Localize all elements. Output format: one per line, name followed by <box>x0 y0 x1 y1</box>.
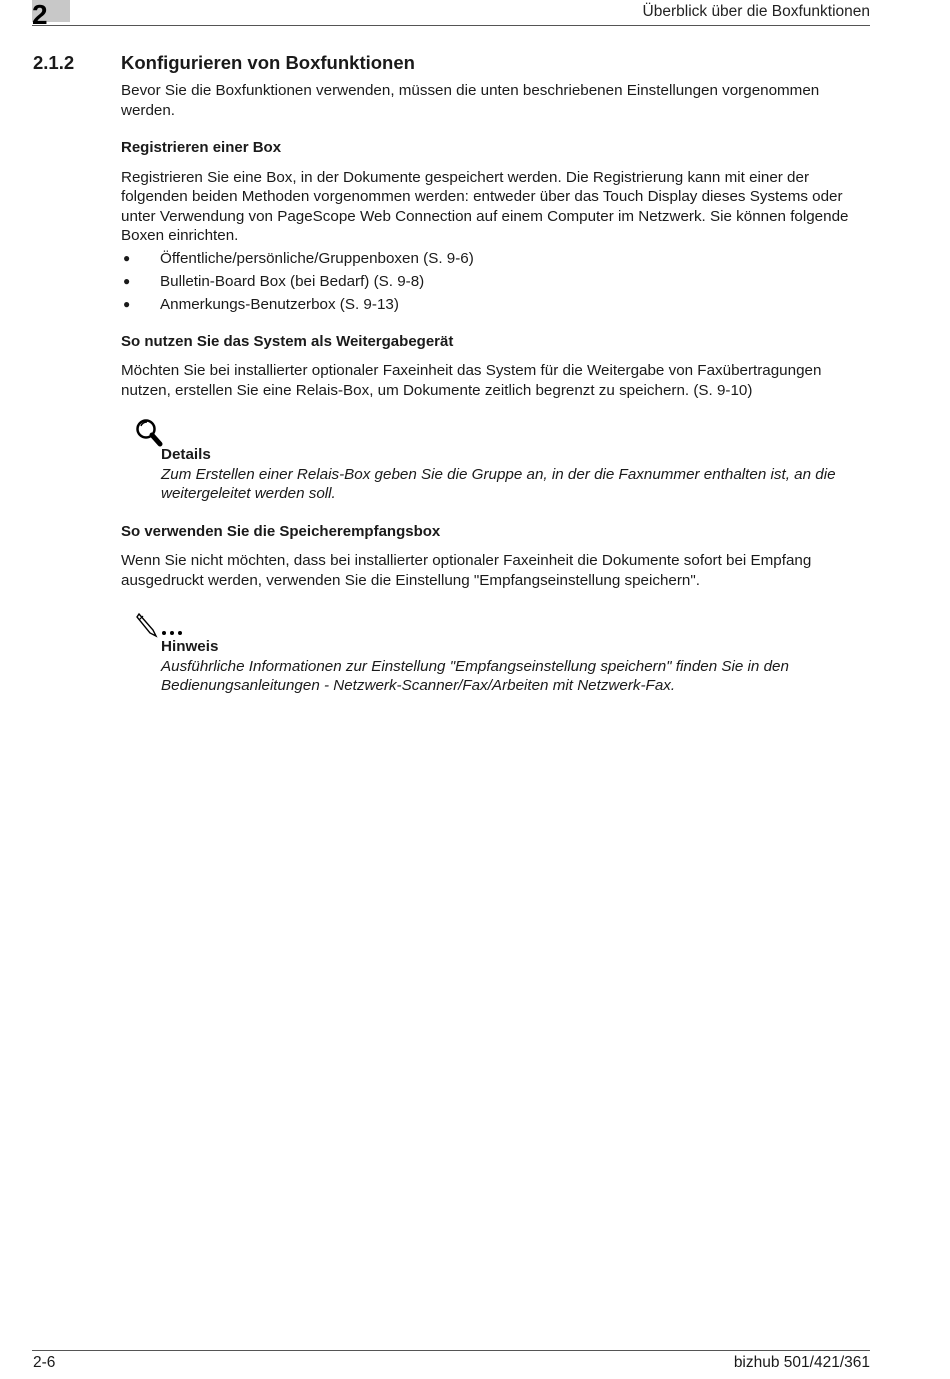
memory-heading: So verwenden Sie die Speicherempfangsbox <box>121 522 441 540</box>
details-label: Details <box>161 446 211 463</box>
hint-text: Ausführliche Informationen zur Einstellung "Empfangseinstellung speichern" finden Sie in den Bedienungsanleitungen - Netzwerk-Scanner/Fax/Arbeiten mit Netzwerk-Fax. <box>161 657 789 694</box>
relay-body: Möchten Sie bei installierter optionaler Faxeinheit das System für die Weitergabe von Faxübertragungen nutzen, erstellen Sie eine Relais-Box, um Dokumente zeitlich begrenzt zu speichern. (S. 9-10) <box>121 362 822 399</box>
relay-heading: So nutzen Sie das System als Weitergabegerät <box>121 332 454 350</box>
register-heading: Registrieren einer Box <box>121 139 282 156</box>
header-rule <box>32 25 870 26</box>
bullet-icon: ● <box>123 273 131 288</box>
bullet-icon: ● <box>123 296 131 311</box>
list-item: ● Öffentliche/persönliche/Gruppenboxen (S. 9-6) <box>123 249 474 267</box>
list-item: ● Bulletin-Board Box (bei Bedarf) (S. 9-8) <box>123 272 425 290</box>
product-name: bizhub 501/421/361 <box>733 1354 870 1371</box>
page-number: 2-6 <box>33 1354 56 1371</box>
hint-note <box>121 610 856 696</box>
chapter-number: 2 <box>32 0 48 30</box>
page-content <box>121 81 856 696</box>
footer-rule <box>32 1350 870 1351</box>
register-body: Registrieren Sie eine Box, in der Dokumente gespeichert werden. Die Registrierung kann mit einer der folgenden beiden Methoden vorgenommen werden: entweder über das Touch Display dieses Systems oder unter Verwendung von PageScope Web Connection auf einem Computer im Netzwerk. Sie können folgende Boxen einrichten. <box>121 168 849 244</box>
section-intro: Bevor Sie die Boxfunktionen verwenden, müssen die unten beschriebenen Einstellungen vorgenommen werden. <box>121 82 820 119</box>
details-text: Zum Erstellen einer Relais-Box geben Sie die Gruppe an, in der die Faxnummer enthalten ist, an die weitergeleitet werden soll. <box>161 465 836 502</box>
hint-label: Hinweis <box>161 638 219 655</box>
details-note <box>121 418 856 504</box>
pencil-note-icon <box>135 610 187 644</box>
memory-body: Wenn Sie nicht möchten, dass bei installierter optionaler Faxeinheit die Dokumente sofort bei Empfang ausgedruckt werden, verwenden Sie die Einstellung "Empfangseinstellung speichern". <box>121 552 812 589</box>
magnifier-icon <box>135 418 163 454</box>
register-bullet-list <box>121 249 856 318</box>
bullet-icon: ● <box>123 250 131 265</box>
section-title: Konfigurieren von Boxfunktionen <box>121 52 415 73</box>
section-number: 2.1.2 <box>33 52 75 73</box>
list-item: ● Anmerkungs-Benutzerbox (S. 9-13) <box>123 295 399 313</box>
running-header-title: Überblick über die Boxfunktionen <box>642 3 870 20</box>
